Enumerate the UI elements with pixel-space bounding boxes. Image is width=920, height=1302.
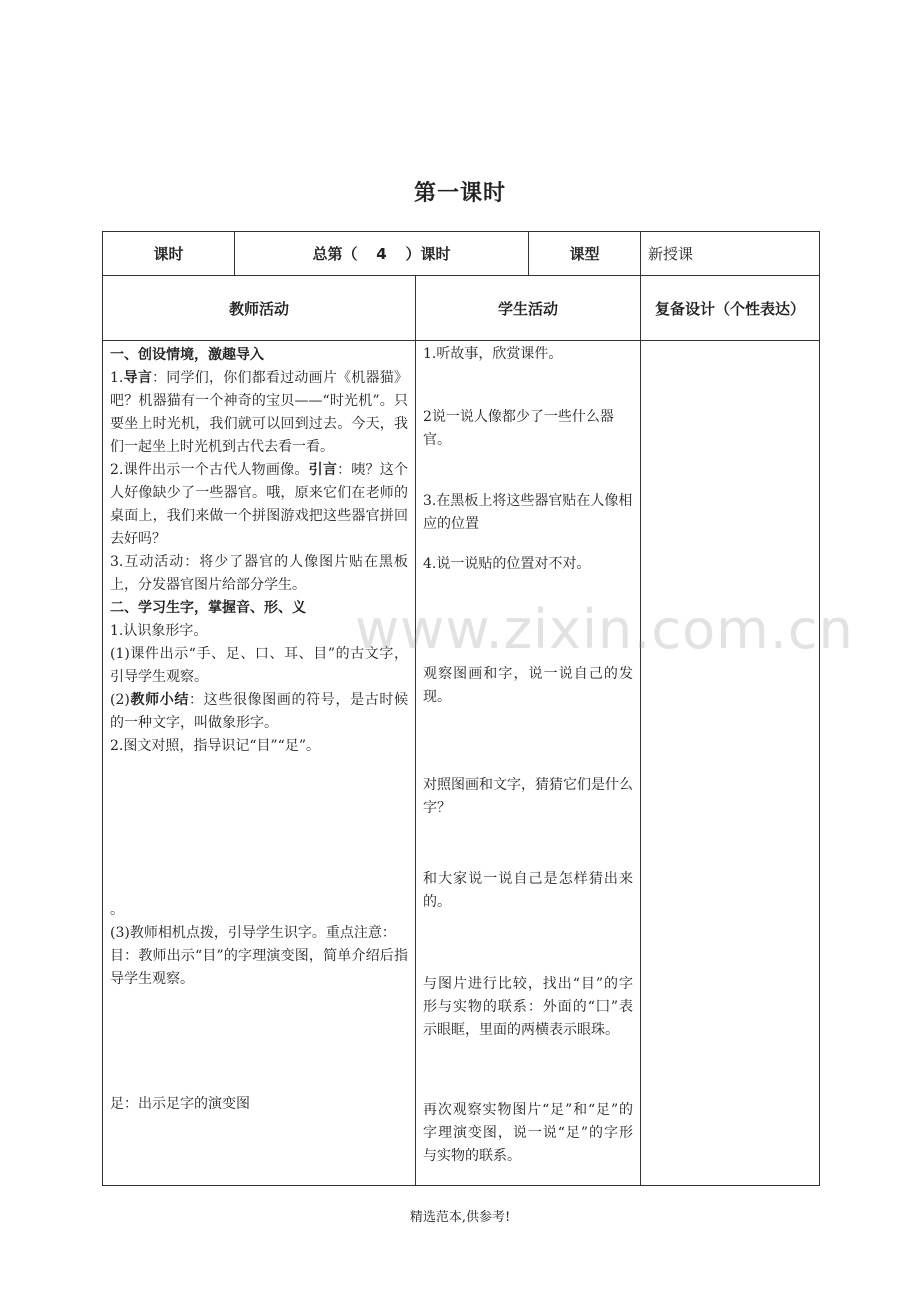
para-number: (2) bbox=[110, 692, 130, 708]
teacher-paragraph: 目：教师出示“目”的字理演变图，简单介绍后指导学生观察。 bbox=[110, 948, 408, 987]
lesson-number bbox=[235, 232, 528, 275]
col-divider bbox=[640, 275, 641, 1185]
bold-term: 导言 bbox=[123, 370, 153, 386]
col-divider bbox=[640, 232, 641, 275]
student-activity-9: 再次观察实物图片“足”和“足”的字理演变图，说一说“足”的字形与实物的联系。 bbox=[423, 1102, 633, 1164]
kexing-value: 新授课 bbox=[648, 245, 694, 263]
teacher-paragraph: (1)课件出示“手、足、口、耳、目”的古文字，引导学生观察。 bbox=[110, 646, 408, 685]
para-text: ：同学们，你们都看过动画片《机器猫》吧？机器猫有一个神奇的宝贝——“时光机”。只要坐上时光机，我们就可以回到过去。今天，我们一起坐上时光机到古代去看一看。 bbox=[110, 370, 409, 455]
page-footer: 精选范本,供参考! bbox=[409, 1210, 511, 1225]
teacher-activities-foot bbox=[110, 1093, 408, 1116]
teacher-paragraph bbox=[110, 367, 408, 459]
teacher-paragraph: 1.认识象形字。 bbox=[110, 623, 208, 639]
teacher-col-header: 教师活动 bbox=[228, 299, 289, 318]
student-activity-1: 1.听故事，欣赏课件。 bbox=[423, 346, 563, 362]
lesson-number-value: 4 bbox=[376, 244, 387, 263]
teacher-paragraph: (3)教师相机点拨，引导学生识字。重点注意： bbox=[110, 925, 396, 941]
student-activity-8: 与图片进行比较，找出“目”的字形与实物的联系：外面的“囗”表示眼眶，里面的两横表示眼珠。 bbox=[423, 976, 633, 1038]
teacher-paragraph bbox=[110, 459, 408, 551]
student-activity-3: 3.在黑板上将这些器官贴在人像相应的位置 bbox=[423, 493, 633, 532]
teacher-activities bbox=[110, 344, 408, 758]
section-heading: 二、学习生字，掌握音、形、义 bbox=[110, 600, 306, 616]
row-divider bbox=[103, 340, 819, 341]
section-heading: 一、创设情境，激趣导入 bbox=[110, 347, 264, 363]
student-activity-2: 2说一说人像都少了一些什么器官。 bbox=[423, 409, 614, 448]
teacher-paragraph bbox=[110, 689, 408, 735]
stray-mark: 。 bbox=[110, 902, 124, 918]
teacher-activities-lower bbox=[110, 899, 408, 991]
para-text: 2.课件出示一个古代人物画像。 bbox=[110, 462, 309, 478]
student-col-header: 学生活动 bbox=[497, 299, 558, 318]
teacher-paragraph: 2.图文对照，指导识记“目”“足”。 bbox=[110, 738, 320, 754]
student-activity-5: 观察图画和字，说一说自己的发现。 bbox=[423, 666, 633, 705]
watermark: www.zixin.com.cn bbox=[355, 598, 854, 661]
student-activity-4: 4.说一说贴的位置对不对。 bbox=[423, 556, 591, 572]
bold-term: 引言 bbox=[308, 462, 338, 478]
para-text: ：这些很像图画的符号，是古时候的一种文字，叫做象形字。 bbox=[110, 692, 409, 731]
student-activity-6: 对照图画和文字，猜猜它们是什么字？ bbox=[423, 777, 633, 816]
teacher-paragraph: 3.互动活动：将少了器官的人像图片贴在黑板上，分发器官图片给部分学生。 bbox=[110, 554, 408, 593]
lesson-number-suffix: ）课时 bbox=[405, 245, 451, 263]
lesson-number-prefix: 总第（ bbox=[312, 245, 358, 263]
para-text: ：咦？这个人好像缺少了一些器官。哦，原来它们在老师的桌面上，我们来做一个拼图游戏把这些器官拼回去好吗？ bbox=[110, 462, 409, 547]
page-title: 第一课时 bbox=[413, 181, 506, 206]
bold-term: 教师小结 bbox=[129, 692, 190, 708]
label-kexing: 课型 bbox=[569, 245, 600, 263]
para-number: 1. bbox=[110, 370, 124, 386]
review-col-header: 复备设计（个性表达） bbox=[654, 299, 805, 318]
col-divider bbox=[415, 275, 416, 1185]
student-activity-7: 和大家说一说自己是怎样猜出来的。 bbox=[423, 871, 633, 910]
label-keshi: 课时 bbox=[153, 245, 184, 263]
teacher-paragraph: 足：出示足字的演变图 bbox=[110, 1096, 250, 1112]
